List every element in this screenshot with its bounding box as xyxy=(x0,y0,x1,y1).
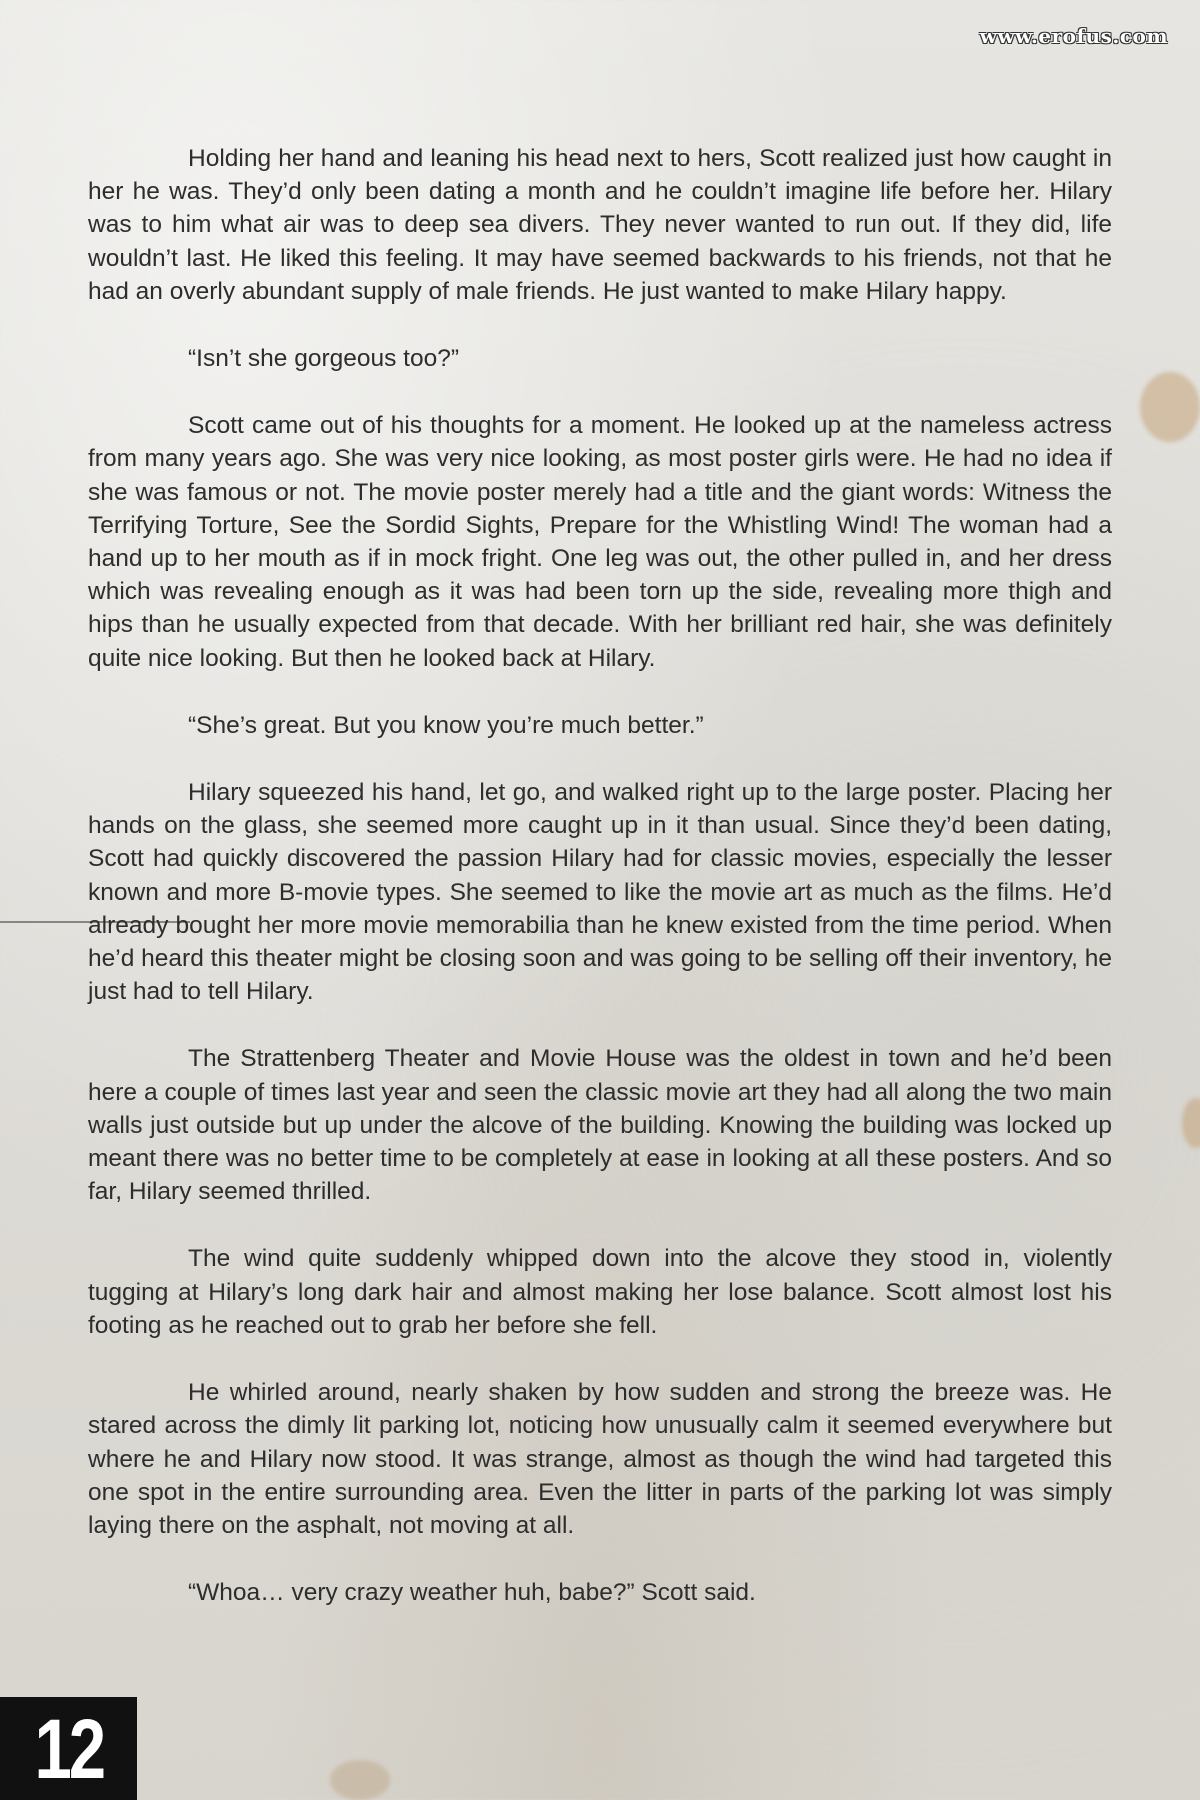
paper-stain xyxy=(1140,372,1200,442)
paragraph: The wind quite suddenly whipped down into the alcove they stood in, violently tugging at Hilary’s long dark hair and almost making her lose balance. Scott almost lost his footing as he reached out to grab her before she fell. xyxy=(88,1245,1112,1339)
site-watermark: www.erofus.com xyxy=(979,24,1168,48)
story-text xyxy=(88,142,1112,1643)
page-number-badge xyxy=(0,1697,137,1800)
dialogue-paragraph: “Whoa… very crazy weather huh, babe?” Scott said. xyxy=(188,1579,756,1607)
paragraph: Hilary squeezed his hand, let go, and walked right up to the large poster. Placing her hands on the glass, she seemed more caught up in it than usual. Since they’d been dating, Scott had quickly discovered the passion Hilary had for classic movies, especially the lesser known and more B-movie types. She seemed to like the movie art as much as the films. He’d already bought her more movie memorabilia than he knew existed from the time period. When he’d heard this theater might be closing soon and was going to be selling off their inventory, he just had to tell Hilary. xyxy=(88,779,1112,1006)
paragraph: Holding her hand and leaning his head next to hers, Scott realized just how caught in her he was. They’d only been dating a month and he couldn’t imagine life before her. Hilary was to him what air was to deep sea divers. They never wanted to run out. If they did, life wouldn’t last. He liked this feeling. It may have seemed backwards to his friends, not that he had an overly abundant supply of male friends. He just wanted to make Hilary happy. xyxy=(88,145,1112,305)
paper-stain xyxy=(1182,1098,1200,1148)
paragraph: The Strattenberg Theater and Movie House was the oldest in town and he’d been here a couple of times last year and seen the classic movie art they had all along the two main walls just outside but up under the alcove of the building. Knowing the building was locked up meant there was no better time to be completely at ease in looking at all these posters. And so far, Hilary seemed thrilled. xyxy=(88,1045,1112,1206)
paragraph: Scott came out of his thoughts for a moment. He looked up at the nameless actress from many years ago. She was very nice looking, as most poster girls were. He had no idea if she was famous or not. The movie poster merely had a title and the giant words: Witness the Terrifying Torture, See the Sordid Sights, Prepare for the Whistling Wind! The woman had a hand up to her mouth as if in mock fright. One leg was out, the other pulled in, and her dress which was revealing enough as it was had been torn up the side, revealing more thigh and hips than he usually expected from that decade. With her brilliant red hair, she was definitely quite nice looking. But then he looked back at Hilary. xyxy=(88,412,1112,672)
paragraph: He whirled around, nearly shaken by how sudden and strong the breeze was. He stared across the dimly lit parking lot, noticing how unusually calm it seemed everywhere but where he and Hilary now stood. It was strange, almost as though the wind had targeted this one spot in the entire surrounding area. Even the litter in parts of the parking lot was simply laying there on the asphalt, not moving at all. xyxy=(88,1379,1112,1539)
dialogue-paragraph: “Isn’t she gorgeous too?” xyxy=(188,345,460,373)
paper-stain xyxy=(330,1760,390,1800)
dialogue-paragraph: “She’s great. But you know you’re much better.” xyxy=(188,711,704,739)
page-number: 12 xyxy=(34,1701,103,1796)
